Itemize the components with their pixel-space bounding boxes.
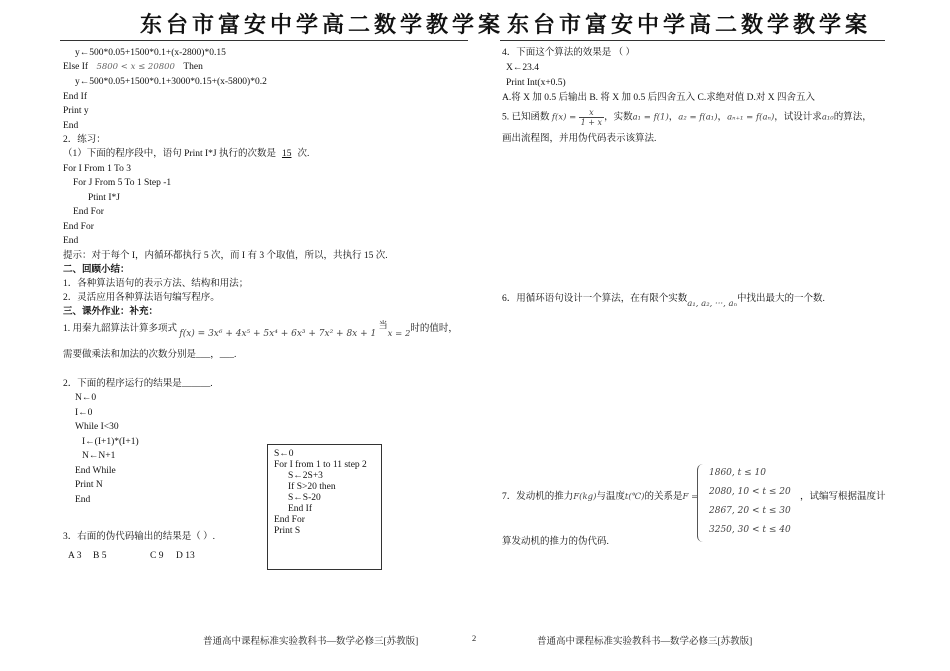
brace-symbol bbox=[697, 464, 704, 542]
code-line: End bbox=[75, 495, 91, 505]
code-line: Print S bbox=[274, 526, 301, 536]
review-title: 二、回顾小结： bbox=[63, 265, 130, 275]
review-item: 2．灵活应用各种算法语句编写程序。 bbox=[63, 293, 220, 303]
x-value-formula: x = 2 bbox=[387, 329, 411, 339]
code-line: X←23.4 bbox=[506, 63, 539, 73]
code-line: I←0 bbox=[75, 408, 93, 418]
homework-question-3: 3．右面的伪代码输出的结果是（ ）. bbox=[63, 532, 216, 542]
code-line: End If bbox=[63, 92, 88, 102]
review-item: 1．各种算法语句的表示方法、结构和用法； bbox=[63, 279, 249, 289]
piecewise-case: 1860, t ≤ 10 bbox=[709, 468, 766, 478]
code-line: While I<30 bbox=[75, 422, 119, 432]
code-keyword: Then bbox=[183, 62, 203, 72]
piecewise-case: 2867, 20 < t ≤ 30 bbox=[709, 506, 791, 516]
piecewise-case: 2080, 10 < t ≤ 20 bbox=[709, 487, 791, 497]
option-d: D 13 bbox=[176, 551, 195, 561]
code-line: End bbox=[63, 236, 79, 246]
code-line: S←S-20 bbox=[288, 493, 321, 503]
code-line: y←500*0.05+1500*0.1+(x-2800)*0.15 bbox=[75, 48, 226, 58]
pseudocode-box bbox=[267, 444, 382, 570]
question-4-options: A.将 X 加 0.5 后输出 B. 将 X 加 0.5 后四舍五入 C.求绝对值 D.对 X 四舍五入 bbox=[502, 93, 815, 103]
question-5: 5. 已知函数 f(x) = $\frac{x}{1 + x}$ ，实数a₁ = f(1)，a₂ = f(a₁)，aₙ₊₁ = f(aₙ)，试设计求a₁₀的算法， bbox=[502, 108, 872, 127]
footer-right: 普通高中课程标准实验教科书—数学必修三[苏教版] bbox=[537, 637, 753, 647]
code-line: For I from 1 to 11 step 2 bbox=[274, 460, 367, 470]
option-a: A 3 bbox=[68, 551, 82, 561]
homework-question-1: 1. 用秦九韶算法计算多项式 f(x) = 3x⁶ + 4x⁵ + 5x⁴ + 6x³ + 7x² + 8x + 1 当x = 2时的值时， bbox=[63, 320, 458, 339]
real-number-set: a₁, a₂, ···, aₙ bbox=[687, 299, 738, 309]
code-line: Print Int(x+0.5) bbox=[506, 78, 566, 88]
homework-question-1-line2: 需要做乘法和加法的次数分别是___，___. bbox=[63, 350, 237, 360]
code-line: N←N+1 bbox=[82, 451, 116, 461]
code-line: End For bbox=[73, 207, 104, 217]
code-line: End bbox=[63, 121, 79, 131]
question-7: 7．发动机的推力F(kg)与温度t(℃)的关系是F = bbox=[502, 492, 699, 502]
question-4: 4．下面这个算法的效果是 （ ） bbox=[502, 48, 636, 58]
polynomial-formula: f(x) = 3x⁶ + 4x⁵ + 5x⁴ + 6x³ + 7x² + 8x + 1 bbox=[179, 329, 377, 339]
sequence-term: a₁₀ bbox=[821, 112, 834, 123]
page-number: 2 bbox=[472, 633, 477, 643]
temperature-variable: t(℃) bbox=[624, 492, 645, 502]
code-line: If S>20 then bbox=[288, 482, 336, 492]
question-7-tail: ，试编写根据温度计 bbox=[800, 492, 886, 502]
function-formula: f(x) = bbox=[551, 112, 577, 123]
code-line: S←2S+3 bbox=[288, 471, 323, 481]
homework-question-2: 2．下面的程序运行的结果是______. bbox=[63, 379, 213, 389]
option-c: C 9 bbox=[150, 551, 164, 561]
sequence-formula: a₂ = f(a₁) bbox=[678, 112, 718, 123]
fraction-formula: $\frac{x}{1 + x}$ bbox=[580, 108, 603, 127]
code-line: For I From 1 To 3 bbox=[63, 164, 132, 174]
practice-question: （1）下面的程序段中，语句 Print I*J 执行的次数是 15 次. bbox=[63, 149, 310, 159]
footer-left: 普通高中课程标准实验教科书—数学必修三[苏教版] bbox=[203, 637, 419, 647]
practice-title: 2．练习： bbox=[63, 135, 106, 145]
code-line: End For bbox=[63, 222, 94, 232]
code-line: y←500*0.05+1500*0.1+3000*0.15+(x-5800)*0.2 bbox=[75, 77, 267, 87]
code-line: For J From 5 To 1 Step -1 bbox=[73, 178, 172, 188]
option-b: B 5 bbox=[93, 551, 107, 561]
thrust-equation: F = bbox=[682, 492, 699, 502]
header-divider-left bbox=[60, 40, 468, 41]
page-header-right: 东台市富安中学高二数学教学案 bbox=[507, 12, 872, 38]
page-header-left: 东台市富安中学高二数学教学案 bbox=[140, 12, 505, 38]
sequence-formula: aₙ₊₁ = f(aₙ) bbox=[727, 112, 775, 123]
hint-text: 提示：对于每个 I，内循环都执行 5 次，而 I 有 3 个取值，所以，共执行 15 次. bbox=[63, 251, 388, 261]
code-line: End For bbox=[274, 515, 305, 525]
header-divider-right bbox=[500, 40, 885, 41]
sequence-formula: a₁ = f(1) bbox=[632, 112, 669, 123]
code-line: End While bbox=[75, 466, 116, 476]
condition-formula: 5800 < x ≤ 20800 bbox=[96, 62, 175, 72]
practice-answer: 15 bbox=[281, 149, 292, 159]
homework-title: 三、课外作业：补充： bbox=[63, 307, 159, 317]
code-line: Print y bbox=[63, 106, 89, 116]
question-6: 6．用循环语句设计一个算法，在有限个实数a₁, a₂, ···, aₙ中找出最大的一个数. bbox=[502, 294, 825, 309]
code-line: N←0 bbox=[75, 393, 97, 403]
thrust-variable: F(kg) bbox=[573, 492, 597, 502]
code-line: I←(I+1)*(I+1) bbox=[82, 437, 139, 447]
code-keyword: Else If bbox=[63, 62, 89, 72]
code-line: Print N bbox=[75, 480, 103, 490]
question-7-line2: 算发动机的推力的伪代码. bbox=[502, 537, 609, 547]
code-line: Ptint I*J bbox=[88, 193, 120, 203]
piecewise-case: 3250, 30 < t ≤ 40 bbox=[709, 525, 791, 535]
code-line: S←0 bbox=[274, 449, 294, 459]
code-line: End If bbox=[288, 504, 313, 514]
code-line bbox=[63, 60, 203, 74]
question-5-line2: 画出流程图，并用伪代码表示该算法. bbox=[502, 134, 657, 144]
